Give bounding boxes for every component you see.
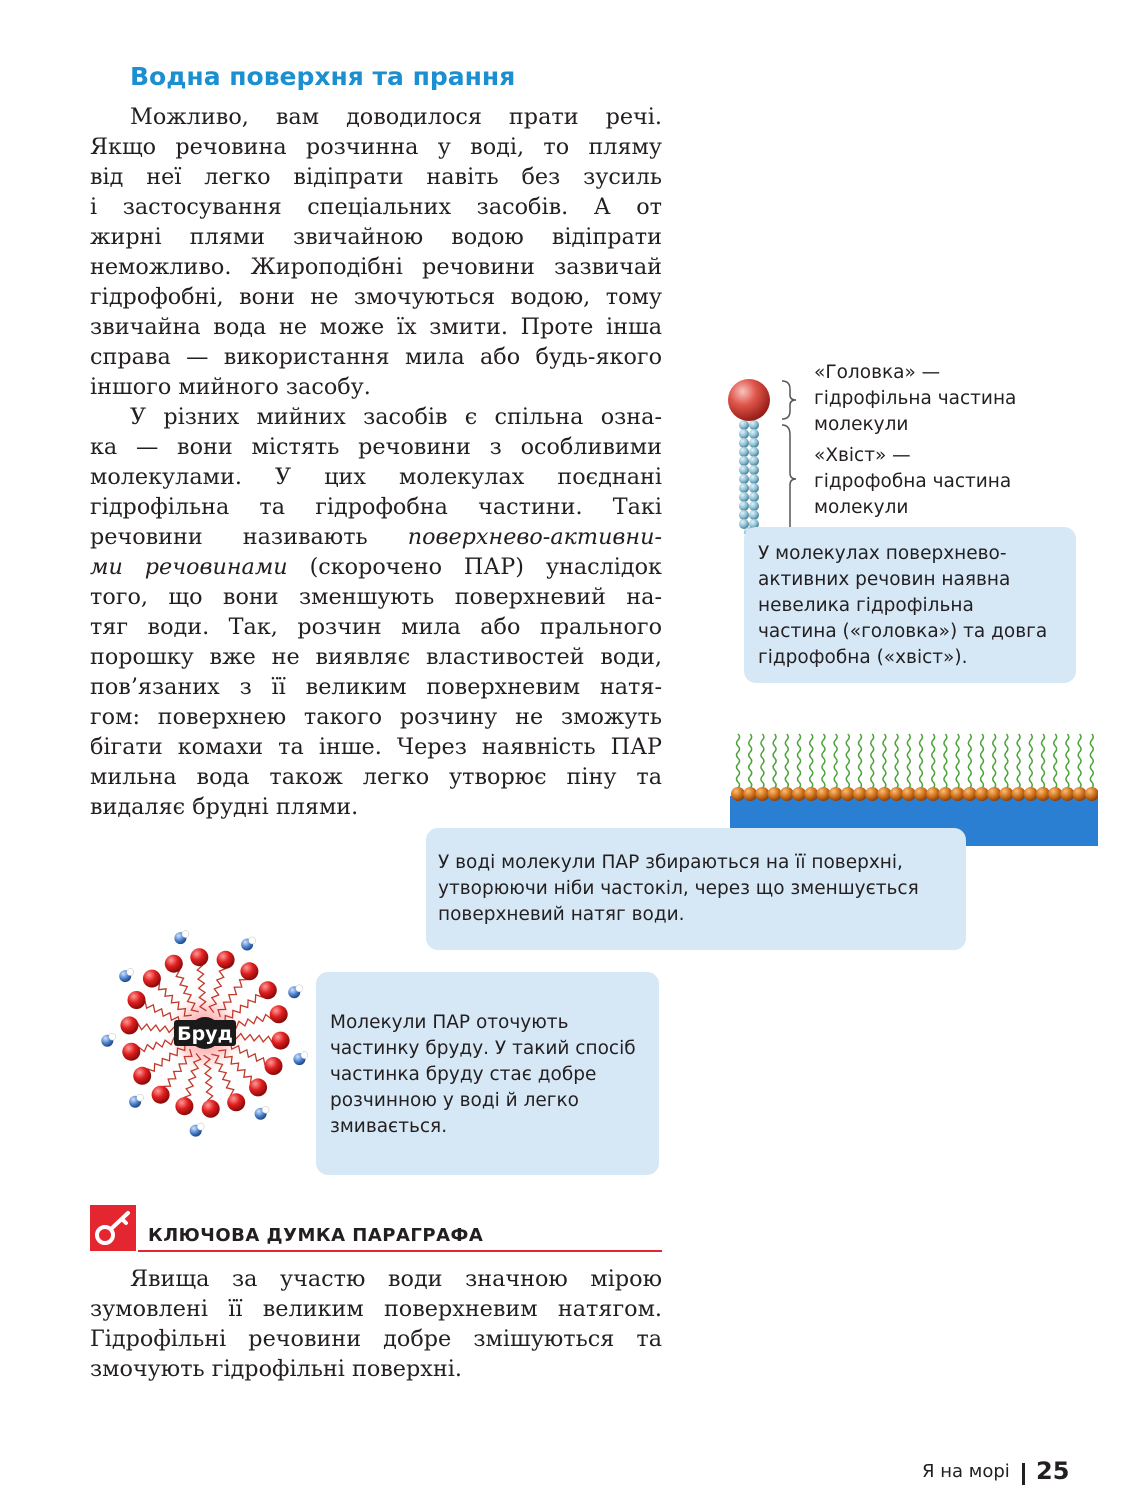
surfactant-head xyxy=(951,787,965,801)
text-line: мильна вода також легко утворює піну та xyxy=(90,764,662,790)
text-line: іншого мийного засобу. xyxy=(90,374,371,400)
water-hydrogen xyxy=(296,985,303,992)
surfactant-head xyxy=(890,787,904,801)
callout-molecule xyxy=(744,527,1076,683)
text-line: змочують гідрофільні поверхні. xyxy=(90,1356,462,1382)
micelle-head xyxy=(270,1005,288,1023)
surfactant-tail xyxy=(1090,734,1093,788)
text-line: У різних мийних засобів є спільна озна- xyxy=(130,404,662,430)
molecule-head xyxy=(728,379,770,421)
surfactant-tail xyxy=(1054,734,1057,788)
surfactant-tail xyxy=(834,734,837,788)
surfactant-head xyxy=(768,787,782,801)
text-line: порошку вже не виявляє властивостей води, xyxy=(90,644,662,670)
callout-line: утворюючи ніби частокіл, через що зменшується xyxy=(438,878,919,899)
surfactant-tail xyxy=(932,734,935,788)
annotation-line: молекули xyxy=(814,497,909,518)
footer-section-name: Я на морі xyxy=(922,1461,1010,1482)
surfactant-tail xyxy=(1029,734,1032,788)
annotation-line: гідрофобна частина xyxy=(814,471,1012,492)
annotation-line: «Хвіст» — xyxy=(814,445,911,466)
callout-line: поверхневий натяг води. xyxy=(438,904,685,925)
callout-line: У молекулах поверхнево- xyxy=(758,543,1007,564)
water-hydrogen xyxy=(301,1052,308,1059)
micelle-head xyxy=(249,1078,267,1096)
surfactant-head xyxy=(987,787,1001,801)
micelle-head xyxy=(240,962,258,980)
surfactant-head xyxy=(1012,787,1026,801)
text-line: тяг води. Так, розчин мила або прального xyxy=(90,614,662,640)
surfactant-head xyxy=(1048,787,1062,801)
surfactant-tail xyxy=(798,734,801,788)
surfactant-tail xyxy=(981,734,984,788)
water-hydrogen xyxy=(197,1123,204,1130)
term-italic: поверхнево-активни- xyxy=(407,524,662,550)
tail-annotation xyxy=(814,443,1011,521)
surfactant-head xyxy=(1036,787,1050,801)
text-plain: речовини називають xyxy=(90,524,408,550)
text-line: пов’язаних з її великим поверхневим натя- xyxy=(90,674,662,700)
water-hydrogen xyxy=(262,1106,269,1113)
surfactant-head xyxy=(963,787,977,801)
text-line: Якщо речовина розчинна у воді, то пляму xyxy=(90,134,662,160)
surfactant-head xyxy=(1073,787,1087,801)
surfactant-head xyxy=(914,787,928,801)
tail-bracket xyxy=(782,425,796,537)
water-hydrogen xyxy=(137,1094,144,1101)
surfactant-tail xyxy=(920,734,923,788)
paragraph-1 xyxy=(90,102,662,402)
surfactant-head xyxy=(865,787,879,801)
micelle-head xyxy=(165,955,183,973)
callout-line: Молекули ПАР оточують xyxy=(330,1012,569,1033)
micelle-head xyxy=(120,1016,138,1034)
micelle-head xyxy=(122,1043,140,1061)
surfactant-tail xyxy=(907,734,910,788)
surfactant-tail xyxy=(1017,734,1020,788)
text-line: жирні плями звичайною водою відіпрати xyxy=(90,224,662,250)
text-line xyxy=(90,522,662,552)
text-line: гідрофільна та гідрофобна частини. Такі xyxy=(90,494,662,520)
callout-line: гідрофобна («хвіст»). xyxy=(758,647,968,668)
text-line: гом: поверхнею такого розчину не зможуть xyxy=(90,704,662,730)
key-icon xyxy=(90,1205,136,1251)
surfactant-head xyxy=(1060,787,1074,801)
surfactant-head xyxy=(841,787,855,801)
surfactant-tail xyxy=(993,734,996,788)
surfactant-head xyxy=(999,787,1013,801)
callout-line: частинку бруду. У такий спосіб xyxy=(330,1038,636,1059)
micelle-head xyxy=(227,1093,245,1111)
callout-line: розчинною у воді й легко xyxy=(330,1090,580,1111)
text-line xyxy=(90,552,662,582)
text-plain: (скорочено ПАР) унаслідок xyxy=(287,554,662,580)
surfactant-tail xyxy=(822,734,825,788)
text-line: звичайна вода не може їх змити. Проте інша xyxy=(90,314,662,340)
surfactant-head xyxy=(926,787,940,801)
micelle-head xyxy=(133,1067,151,1085)
surfactant-tail xyxy=(1066,734,1069,788)
annotation-line: «Головка» — xyxy=(814,362,941,383)
annotation-line: гідрофільна частина xyxy=(814,388,1017,409)
surfactant-tail xyxy=(846,734,849,788)
surfactant-head xyxy=(829,787,843,801)
surfactant-head xyxy=(816,787,830,801)
text-line: того, що вони зменшують поверхневий на- xyxy=(90,584,662,610)
surfactant-tail xyxy=(1078,734,1081,788)
head-annotation xyxy=(814,360,1016,438)
micelle-head xyxy=(152,1086,170,1104)
surfactant-head xyxy=(902,787,916,801)
surfactant-tail xyxy=(871,734,874,788)
water-hydrogen xyxy=(249,937,256,944)
surfactant-head xyxy=(975,787,989,801)
micelle-head xyxy=(175,1097,193,1115)
text-line: неможливо. Жироподібні речовини зазвичай xyxy=(90,254,662,280)
surfactant-tail xyxy=(895,734,898,788)
surfactant-tail xyxy=(859,734,862,788)
micelle-head xyxy=(190,948,208,966)
key-idea-title: КЛЮЧОВА ДУМКА ПАРАГРАФА xyxy=(148,1225,484,1246)
surfactant-head xyxy=(938,787,952,801)
term-italic: ми речовинами xyxy=(90,554,288,580)
annotation-line: молекули xyxy=(814,414,909,435)
text-line: Явища за участю води значною мірою xyxy=(130,1266,662,1292)
key-idea-header xyxy=(90,1205,662,1251)
surfactant-head xyxy=(743,787,757,801)
text-line: Гідрофільні речовини добре змішуються та xyxy=(90,1326,662,1352)
text-line: гідрофобні, вони не змочуються водою, тому xyxy=(90,284,662,310)
micelle-head xyxy=(217,951,235,969)
surfactant-tail xyxy=(968,734,971,788)
micelle-head xyxy=(272,1032,290,1050)
surfactant-head xyxy=(755,787,769,801)
callout-line: частинка бруду стає добре xyxy=(330,1064,597,1085)
head-bracket xyxy=(782,381,796,419)
callout-dirt xyxy=(316,972,659,1175)
water-hydrogen xyxy=(127,969,134,976)
micelle-head xyxy=(259,981,277,999)
surfactant-head xyxy=(1024,787,1038,801)
micelle-head xyxy=(128,991,146,1009)
text-line: Можливо, вам доводилося прати речі. xyxy=(130,104,662,130)
surfactant-tail xyxy=(944,734,947,788)
micelle-head xyxy=(265,1057,283,1075)
micelle-illustration xyxy=(94,926,316,1140)
surfactant-tails xyxy=(737,734,1094,788)
surfactant-head xyxy=(731,787,745,801)
surfactant-tail xyxy=(1042,734,1045,788)
surfactant-tail xyxy=(737,734,740,788)
micelle-head xyxy=(143,970,161,988)
surfactant-tail xyxy=(956,734,959,788)
surfactant-tail xyxy=(761,734,764,788)
key-idea-underline xyxy=(138,1250,662,1252)
callout-line: активних речовин наявна xyxy=(758,569,1011,590)
water-hydrogen xyxy=(182,931,189,938)
section-heading: Водна поверхня та прання xyxy=(130,62,516,91)
surfactant-molecule-illustration xyxy=(720,375,820,545)
text-line: і застосування спеціальних засобів. А от xyxy=(90,194,662,220)
surfactant-head xyxy=(780,787,794,801)
page-number: 25 xyxy=(1036,1457,1070,1485)
micelle-head xyxy=(202,1100,220,1118)
text-line: бігати комахи та інше. Через наявність ПАР xyxy=(90,734,662,760)
text-line: зумовлені її великим поверхневим натягом. xyxy=(90,1296,662,1322)
callout-line: змивається. xyxy=(330,1116,448,1137)
surfactant-tail xyxy=(1005,734,1008,788)
surfactant-head xyxy=(853,787,867,801)
callout-line: У воді молекули ПАР збираються на її поверхні, xyxy=(438,852,903,873)
text-line: молекулами. У цих молекулах поєднані xyxy=(90,464,662,490)
molecule-tail xyxy=(739,420,759,537)
surfactant-head xyxy=(877,787,891,801)
surfactant-tail xyxy=(749,734,752,788)
water-hydrogen xyxy=(109,1033,116,1040)
paragraph-2 xyxy=(90,402,662,822)
footer-divider xyxy=(1022,1463,1025,1485)
surfactant-tail xyxy=(883,734,886,788)
callout-line: частина («головка») та довга xyxy=(758,621,1048,642)
key-idea-text xyxy=(90,1264,662,1384)
text-line: видаляє брудні плями. xyxy=(90,794,359,820)
surfactant-tail xyxy=(785,734,788,788)
callout-surface xyxy=(426,828,966,950)
surfactant-head xyxy=(792,787,806,801)
callout-line: невелика гідрофільна xyxy=(758,595,974,616)
text-line: справа — використання мила або будь-якого xyxy=(90,344,662,370)
dirt-label: Бруд xyxy=(177,1023,233,1045)
text-line: ка — вони містять речовини з особливими xyxy=(90,434,662,460)
text-line: від неї легко відіпрати навіть без зусиль xyxy=(90,164,662,190)
surfactant-tail xyxy=(773,734,776,788)
surfactant-head xyxy=(804,787,818,801)
surfactant-tail xyxy=(810,734,813,788)
